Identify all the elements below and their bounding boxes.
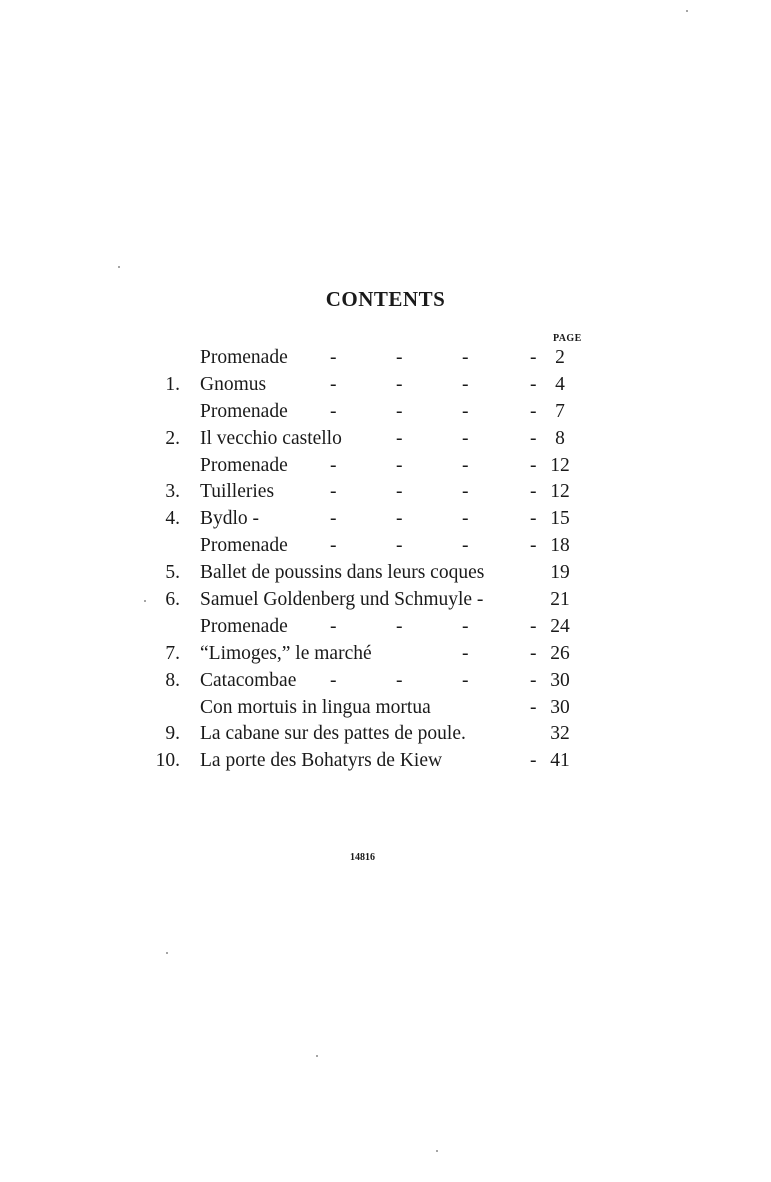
leader-dash: - — [396, 669, 403, 691]
leader-dash: - — [530, 750, 537, 772]
toc-entry — [140, 533, 600, 560]
toc-entry-page: 18 — [550, 535, 570, 557]
toc-entry-title: “Limoges,” le marché — [200, 642, 372, 664]
leader-dash: - — [330, 615, 337, 637]
toc-entry-title: Ballet de poussins dans leurs coques — [200, 562, 485, 584]
toc-entry-number: 10. — [155, 750, 180, 772]
toc-entry-page: 7 — [555, 400, 565, 422]
toc-entry-page: 19 — [550, 562, 570, 584]
leader-dash: - — [530, 427, 537, 449]
scan-speck — [166, 952, 168, 954]
leader-dash: - — [396, 481, 403, 503]
leader-dash: - — [462, 481, 469, 503]
leader-dash: - — [330, 535, 337, 557]
toc-entry-page: 4 — [555, 373, 565, 395]
leader-dash: - — [330, 508, 337, 530]
toc-entry — [140, 479, 600, 506]
leader-dash: - — [530, 400, 537, 422]
leader-dash: - — [530, 642, 537, 664]
leader-dash: - — [530, 347, 537, 368]
toc-entry — [140, 641, 600, 668]
toc-entry-title: La cabane sur des pattes de poule. — [200, 723, 466, 745]
scan-speck — [436, 1150, 438, 1152]
toc-entry-title: Promenade — [200, 347, 288, 368]
scan-speck — [316, 1055, 318, 1057]
toc-entry — [140, 345, 600, 372]
toc-entry — [140, 614, 600, 641]
leader-dash: - — [462, 454, 469, 476]
leader-dash: - — [530, 454, 537, 476]
leader-dash: - — [396, 427, 403, 449]
toc-entry-page: 2 — [555, 347, 565, 368]
toc-entry — [140, 587, 600, 614]
toc-entry-page: 12 — [550, 481, 570, 503]
toc-entry — [140, 372, 600, 399]
toc-entry-page: 21 — [550, 589, 570, 611]
leader-dash: - — [462, 535, 469, 557]
leader-dash: - — [530, 615, 537, 637]
toc-entry-title: Gnomus — [200, 373, 267, 395]
toc-entry — [140, 668, 600, 695]
toc-entry — [140, 695, 600, 722]
leader-dash: - — [530, 373, 537, 395]
toc-entry-title: Promenade — [200, 615, 288, 637]
leader-dash: - — [462, 642, 469, 664]
leader-dash: - — [462, 615, 469, 637]
toc-entry-page: 12 — [550, 454, 570, 476]
toc-entry-page: 32 — [550, 723, 570, 745]
leader-dash: - — [530, 535, 537, 557]
toc-entry-page: 24 — [550, 615, 570, 637]
toc-entry — [140, 399, 600, 426]
toc-entry-number: 3. — [165, 481, 180, 503]
toc-entry-title: Catacombae — [200, 669, 297, 691]
toc-entry-page: 26 — [550, 642, 570, 664]
toc-entry-title: Promenade — [200, 535, 288, 557]
leader-dash: - — [396, 400, 403, 422]
toc-entry-title: Promenade — [200, 454, 288, 476]
toc-entry-number: 8. — [165, 669, 180, 691]
leader-dash: - — [530, 481, 537, 503]
leader-dash: - — [396, 508, 403, 530]
scan-speck — [144, 600, 146, 602]
leader-dash: - — [330, 669, 337, 691]
leader-dash: - — [330, 347, 337, 368]
leader-dash: - — [396, 535, 403, 557]
leader-dash: - — [330, 454, 337, 476]
leader-dash: - — [396, 454, 403, 476]
leader-dash: - — [396, 373, 403, 395]
toc-entry-title: Il vecchio castello — [200, 427, 342, 449]
leader-dash: - — [330, 481, 337, 503]
toc-entry-title: Con mortuis in lingua mortua — [200, 696, 431, 718]
leader-dash: - — [462, 347, 469, 368]
leader-dash: - — [462, 508, 469, 530]
leader-dash: - — [530, 696, 537, 718]
toc-entry-number: 4. — [165, 508, 180, 530]
toc-entry-number: 2. — [165, 427, 180, 449]
table-of-contents — [140, 345, 600, 775]
leader-dash: - — [530, 669, 537, 691]
toc-entry-number: 9. — [165, 723, 180, 745]
scan-speck — [118, 266, 120, 268]
toc-entry — [140, 426, 600, 453]
toc-entry-title: Bydlo - — [200, 508, 260, 530]
scan-speck — [686, 10, 688, 12]
leader-dash: - — [330, 400, 337, 422]
toc-entry-title: La porte des Bohatyrs de Kiew — [200, 750, 443, 772]
page-column-header: PAGE — [553, 333, 582, 344]
toc-entry — [140, 506, 600, 533]
page-title: CONTENTS — [325, 287, 446, 311]
toc-entry-title: Samuel Goldenberg und Schmuyle - — [200, 589, 484, 611]
toc-entry-number: 6. — [165, 589, 180, 611]
leader-dash: - — [462, 373, 469, 395]
toc-entry-page: 30 — [550, 669, 570, 691]
leader-dash: - — [462, 427, 469, 449]
toc-entry — [140, 748, 600, 775]
toc-entry-page: 41 — [550, 750, 570, 772]
toc-entry — [140, 560, 600, 587]
toc-entry-number: 7. — [165, 642, 180, 664]
toc-entry — [140, 453, 600, 480]
toc-entry-page: 15 — [550, 508, 570, 530]
toc-entry-page: 8 — [555, 427, 565, 449]
toc-entry-title: Tuilleries — [200, 481, 275, 503]
toc-entry — [140, 721, 600, 748]
leader-dash: - — [396, 347, 403, 368]
leader-dash: - — [530, 508, 537, 530]
leader-dash: - — [462, 669, 469, 691]
toc-entry-number: 1. — [165, 373, 180, 395]
leader-dash: - — [330, 373, 337, 395]
printer-code: 14816 — [350, 852, 375, 863]
leader-dash: - — [396, 615, 403, 637]
leader-dash: - — [462, 400, 469, 422]
toc-entry-number: 5. — [165, 562, 180, 584]
toc-entry-title: Promenade — [200, 400, 288, 422]
toc-entry-page: 30 — [550, 696, 570, 718]
